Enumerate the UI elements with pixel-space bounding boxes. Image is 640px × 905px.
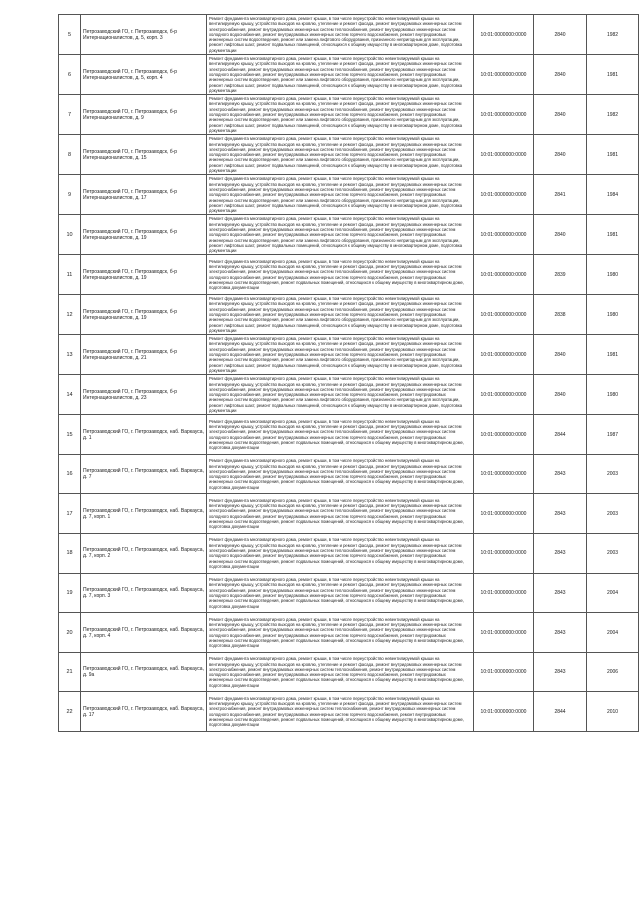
row-year: 1981 <box>587 135 639 175</box>
row-works <box>207 95 474 135</box>
row-works-text: Ремонт фундамента многоквартирного дома, ремонт крыши, в том числе переустройство невентилируемой крыши на вентилируемую крышу, устройство выходов на кровлю, утепление и ремонт фасада, ремонт внутридомовых инженерных систем электроснабжения, ремонт внутридомовых инженерных систем теплоснабжения, ремонт внутридомовых инженерных систем холодного водоснабжения, ремонт внутридомовых инженерных систем горячего водоснабжения, ремонт внутридомовых инженерных систем водоотведения, ремонт или замена лифтового оборудования, признанного непригодным для эксплуатации, ремонт лифтовых шахт, ремонт подвальных помещений, относящихся к общему имуществу в многоквартирном доме, подготовка документации <box>209 376 463 413</box>
row-address: Петрозаводский ГО, г. Петрозаводск, б-р Интернационалистов, д. 19 <box>81 255 207 295</box>
row-works <box>207 375 474 415</box>
row-works-text: Ремонт фундамента многоквартирного дома, ремонт крыши, в том числе переустройство невентилируемой крыши на вентилируемую крышу, устройство выходов на кровлю, утепление и ремонт фасада, ремонт внутридомовых инженерных систем электроснабжения, ремонт внутридомовых инженерных систем теплоснабжения, ремонт внутридомовых инженерных систем холодного водоснабжения, ремонт внутридомовых инженерных систем горячего водоснабжения, ремонт внутридомовых инженерных систем водоотведения, ремонт или замена лифтового оборудования, признанного непригодным для эксплуатации, ремонт лифтовых шахт, ремонт подвальных помещений, относящихся к общему имуществу в многоквартирном доме, подготовка документации <box>209 296 463 333</box>
row-area: 2840 <box>534 135 587 175</box>
capital-repair-table <box>58 14 639 732</box>
row-cadastral-number: 10:01:0000000:0000 <box>474 95 534 135</box>
row-number: 15 <box>59 415 81 455</box>
row-works <box>207 55 474 95</box>
row-works <box>207 534 474 574</box>
row-address: Петрозаводский ГО, г. Петрозаводск, б-р Интернационалистов, д. 23 <box>81 375 207 415</box>
row-address: Петрозаводский ГО, г. Петрозаводск, б-р Интернационалистов, д. 5, корп. 3 <box>81 15 207 55</box>
row-area: 2840 <box>534 55 587 95</box>
row-works-text: Ремонт фундамента многоквартирного дома, ремонт крыши, в том числе переустройство невентилируемой крыши на вентилируемую крышу, устройство выходов на кровлю, утепление и ремонт фасада, ремонт внутридомовых инженерных систем электроснабжения, ремонт внутридомовых инженерных систем теплоснабжения, ремонт внутридомовых инженерных систем холодного водоснабжения, ремонт внутридомовых инженерных систем горячего водоснабжения, ремонт внутридомовых инженерных систем водоотведения, ремонт подвальных помещений, относящихся к общему имуществу в многоквартирном доме, подготовка документации <box>209 695 464 728</box>
row-area: 2843 <box>534 573 587 613</box>
row-number: 11 <box>59 255 81 295</box>
row-area: 2843 <box>534 613 587 653</box>
row-cadastral-number: 10:01:0000000:0000 <box>474 494 534 534</box>
row-cadastral-number: 10:01:0000000:0000 <box>474 692 534 732</box>
row-address: Петрозаводский ГО, г. Петрозаводск, б-р Интернационалистов, д. 5, корп. 4 <box>81 55 207 95</box>
row-year: 2003 <box>587 534 639 574</box>
row-works-text: Ремонт фундамента многоквартирного дома, ремонт крыши, в том числе переустройство невентилируемой крыши на вентилируемую крышу, устройство выходов на кровлю, утепление и ремонт фасада, ремонт внутридомовых инженерных систем электроснабжения, ремонт внутридомовых инженерных систем теплоснабжения, ремонт внутридомовых инженерных систем холодного водоснабжения, ремонт внутридомовых инженерных систем горячего водоснабжения, ремонт внутридомовых инженерных систем водоотведения, ремонт подвальных помещений, относящихся к общему имуществу в многоквартирном доме, подготовка документации <box>209 258 464 291</box>
row-works-text: Ремонт фундамента многоквартирного дома, ремонт крыши, в том числе переустройство невентилируемой крыши на вентилируемую крышу, устройство выходов на кровлю, утепление и ремонт фасада, ремонт внутридомовых инженерных систем электроснабжения, ремонт внутридомовых инженерных систем теплоснабжения, ремонт внутридомовых инженерных систем холодного водоснабжения, ремонт внутридомовых инженерных систем горячего водоснабжения, ремонт внутридомовых инженерных систем водоотведения, ремонт подвальных помещений, относящихся к общему имуществу в многоквартирном доме, подготовка документации <box>209 616 464 649</box>
row-number: 9 <box>59 175 81 215</box>
row-works-text: Ремонт фундамента многоквартирного дома, ремонт крыши, в том числе переустройство невентилируемой крыши на вентилируемую крышу, устройство выходов на кровлю, утепление и ремонт фасада, ремонт внутридомовых инженерных систем электроснабжения, ремонт внутридомовых инженерных систем теплоснабжения, ремонт внутридомовых инженерных систем холодного водоснабжения, ремонт внутридомовых инженерных систем горячего водоснабжения, ремонт внутридомовых инженерных систем водоотведения, ремонт или замена лифтового оборудования, признанного непригодным для эксплуатации, ремонт лифтовых шахт, ремонт подвальных помещений, относящихся к общему имуществу в многоквартирном доме, подготовка документации <box>209 56 463 93</box>
row-address: Петрозаводский ГО, г. Петрозаводск, наб. Варкауса, д. 7 <box>81 454 207 494</box>
row-works <box>207 415 474 455</box>
row-number: 13 <box>59 335 81 375</box>
row-address: Петрозаводский ГО, г. Петрозаводск, наб. Варкауса, д. 9а <box>81 652 207 692</box>
row-works-text: Ремонт фундамента многоквартирного дома, ремонт крыши, в том числе переустройство невентилируемой крыши на вентилируемую крышу, устройство выходов на кровлю, утепление и ремонт фасада, ремонт внутридомовых инженерных систем электроснабжения, ремонт внутридомовых инженерных систем теплоснабжения, ремонт внутридомовых инженерных систем холодного водоснабжения, ремонт внутридомовых инженерных систем горячего водоснабжения, ремонт внутридомовых инженерных систем водоотведения, ремонт подвальных помещений, относящихся к общему имуществу в многоквартирном доме, подготовка документации <box>209 497 464 530</box>
row-address: Петрозаводский ГО, г. Петрозаводск, б-р Интернационалистов, д. 9 <box>81 95 207 135</box>
table-row <box>59 375 639 415</box>
table-row <box>59 295 639 335</box>
row-works <box>207 255 474 295</box>
row-works <box>207 295 474 335</box>
row-works-text: Ремонт фундамента многоквартирного дома, ремонт крыши, в том числе переустройство невентилируемой крыши на вентилируемую крышу, устройство выходов на кровлю, утепление и ремонт фасада, ремонт внутридомовых инженерных систем электроснабжения, ремонт внутридомовых инженерных систем теплоснабжения, ремонт внутридомовых инженерных систем холодного водоснабжения, ремонт внутридомовых инженерных систем горячего водоснабжения, ремонт внутридомовых инженерных систем водоотведения, ремонт подвальных помещений, относящихся к общему имуществу в многоквартирном доме, подготовка документации <box>209 418 464 451</box>
row-cadastral-number: 10:01:0000000:0000 <box>474 415 534 455</box>
row-cadastral-number: 10:01:0000000:0000 <box>474 573 534 613</box>
row-area: 2840 <box>534 215 587 255</box>
row-works <box>207 454 474 494</box>
row-cadastral-number: 10:01:0000000:0000 <box>474 613 534 653</box>
row-year: 1981 <box>587 215 639 255</box>
table-row <box>59 335 639 375</box>
row-cadastral-number: 10:01:0000000:0000 <box>474 295 534 335</box>
row-number: 20 <box>59 613 81 653</box>
row-works-text: Ремонт фундамента многоквартирного дома, ремонт крыши, в том числе переустройство невентилируемой крыши на вентилируемую крышу, устройство выходов на кровлю, утепление и ремонт фасада, ремонт внутридомовых инженерных систем электроснабжения, ремонт внутридомовых инженерных систем теплоснабжения, ремонт внутридомовых инженерных систем холодного водоснабжения, ремонт внутридомовых инженерных систем горячего водоснабжения, ремонт внутридомовых инженерных систем водоотведения, ремонт или замена лифтового оборудования, признанного непригодным для эксплуатации, ремонт лифтовых шахт, ремонт подвальных помещений, относящихся к общему имуществу в многоквартирном доме, подготовка документации <box>209 136 463 174</box>
row-year: 1980 <box>587 255 639 295</box>
row-area: 2843 <box>534 454 587 494</box>
row-year: 2004 <box>587 613 639 653</box>
table-body <box>59 15 639 732</box>
row-address: Петрозаводский ГО, г. Петрозаводск, б-р Интернационалистов, д. 21 <box>81 335 207 375</box>
row-cadastral-number: 10:01:0000000:0000 <box>474 534 534 574</box>
row-works <box>207 692 474 732</box>
row-works-text: Ремонт фундамента многоквартирного дома, ремонт крыши, в том числе переустройство невентилируемой крыши на вентилируемую крышу, устройство выходов на кровлю, утепление и ремонт фасада, ремонт внутридомовых инженерных систем электроснабжения, ремонт внутридомовых инженерных систем теплоснабжения, ремонт внутридомовых инженерных систем холодного водоснабжения, ремонт внутридомовых инженерных систем горячего водоснабжения, ремонт внутридомовых инженерных систем водоотведения, ремонт подвальных помещений, относящихся к общему имуществу в многоквартирном доме, подготовка документации <box>209 656 464 688</box>
table-row <box>59 454 639 494</box>
row-cadastral-number: 10:01:0000000:0000 <box>474 215 534 255</box>
row-address: Петрозаводский ГО, г. Петрозаводск, б-р Интернационалистов, д. 17 <box>81 175 207 215</box>
table-row <box>59 135 639 175</box>
table-row <box>59 494 639 534</box>
row-number: 8 <box>59 135 81 175</box>
row-area: 2839 <box>534 255 587 295</box>
row-area: 2843 <box>534 494 587 534</box>
row-area: 2840 <box>534 335 587 375</box>
row-year: 2003 <box>587 454 639 494</box>
row-cadastral-number: 10:01:0000000:0000 <box>474 255 534 295</box>
row-area: 2844 <box>534 415 587 455</box>
row-year: 2010 <box>587 692 639 732</box>
row-works-text: Ремонт фундамента многоквартирного дома, ремонт крыши, в том числе переустройство невентилируемой крыши на вентилируемую крышу, устройство выходов на кровлю, утепление и ремонт фасада, ремонт внутридомовых инженерных систем электроснабжения, ремонт внутридомовых инженерных систем теплоснабжения, ремонт внутридомовых инженерных систем холодного водоснабжения, ремонт внутридомовых инженерных систем горячего водоснабжения, ремонт внутридомовых инженерных систем водоотведения, ремонт подвальных помещений, относящихся к общему имуществу в многоквартирном доме, подготовка документации <box>209 537 464 569</box>
row-number: 17 <box>59 494 81 534</box>
row-number: 19 <box>59 573 81 613</box>
row-year: 1982 <box>587 15 639 55</box>
table-row <box>59 55 639 95</box>
row-number: 5 <box>59 15 81 55</box>
row-address: Петрозаводский ГО, г. Петрозаводск, наб. Варкауса, д. 17 <box>81 692 207 732</box>
row-works-text: Ремонт фундамента многоквартирного дома, ремонт крыши, в том числе переустройство невентилируемой крыши на вентилируемую крышу, устройство выходов на кровлю, утепление и ремонт фасада, ремонт внутридомовых инженерных систем электроснабжения, ремонт внутридомовых инженерных систем теплоснабжения, ремонт внутридомовых инженерных систем холодного водоснабжения, ремонт внутридомовых инженерных систем горячего водоснабжения, ремонт внутридомовых инженерных систем водоотведения, ремонт подвальных помещений, относящихся к общему имуществу в многоквартирном доме, подготовка документации <box>209 458 464 490</box>
row-works-text: Ремонт фундамента многоквартирного дома, ремонт крыши, в том числе переустройство невентилируемой крыши на вентилируемую крышу, устройство выходов на кровлю, утепление и ремонт фасада, ремонт внутридомовых инженерных систем электроснабжения, ремонт внутридомовых инженерных систем теплоснабжения, ремонт внутридомовых инженерных систем холодного водоснабжения, ремонт внутридомовых инженерных систем горячего водоснабжения, ремонт внутридомовых инженерных систем водоотведения, ремонт или замена лифтового оборудования, признанного непригодным для эксплуатации, ремонт лифтовых шахт, ремонт подвальных помещений, относящихся к общему имуществу в многоквартирном доме, подготовка документации <box>209 336 463 373</box>
table-row <box>59 613 639 653</box>
row-works <box>207 15 474 55</box>
row-year: 1980 <box>587 375 639 415</box>
table-row <box>59 175 639 215</box>
row-number: 14 <box>59 375 81 415</box>
row-number: 22 <box>59 692 81 732</box>
row-works <box>207 652 474 692</box>
row-address: Петрозаводский ГО, г. Петрозаводск, наб. Варкауса, д. 7, корп. 2 <box>81 534 207 574</box>
row-number: 7 <box>59 95 81 135</box>
row-address: Петрозаводский ГО, г. Петрозаводск, б-р Интернационалистов, д. 15 <box>81 135 207 175</box>
row-area: 2840 <box>534 15 587 55</box>
table-row <box>59 255 639 295</box>
row-address: Петрозаводский ГО, г. Петрозаводск, наб. Варкауса, д. 1 <box>81 415 207 455</box>
row-cadastral-number: 10:01:0000000:0000 <box>474 335 534 375</box>
row-works-text: Ремонт фундамента многоквартирного дома, ремонт крыши, в том числе переустройство невентилируемой крыши на вентилируемую крышу, устройство выходов на кровлю, утепление и ремонт фасада, ремонт внутридомовых инженерных систем электроснабжения, ремонт внутридомовых инженерных систем теплоснабжения, ремонт внутридомовых инженерных систем холодного водоснабжения, ремонт внутридомовых инженерных систем горячего водоснабжения, ремонт внутридомовых инженерных систем водоотведения, ремонт или замена лифтового оборудования, признанного непригодным для эксплуатации, ремонт лифтовых шахт, ремонт подвальных помещений, относящихся к общему имуществу в многоквартирном доме, подготовка документации <box>209 216 463 254</box>
row-works-text: Ремонт фундамента многоквартирного дома, ремонт крыши, в том числе переустройство невентилируемой крыши на вентилируемую крышу, устройство выходов на кровлю, утепление и ремонт фасада, ремонт внутридомовых инженерных систем электроснабжения, ремонт внутридомовых инженерных систем теплоснабжения, ремонт внутридомовых инженерных систем холодного водоснабжения, ремонт внутридомовых инженерных систем горячего водоснабжения, ремонт внутридомовых инженерных систем водоотведения, ремонт подвальных помещений, относящихся к общему имуществу в многоквартирном доме, подготовка документации <box>209 577 464 609</box>
row-cadastral-number: 10:01:0000000:0000 <box>474 135 534 175</box>
row-number: 10 <box>59 215 81 255</box>
row-cadastral-number: 10:01:0000000:0000 <box>474 652 534 692</box>
row-year: 1980 <box>587 295 639 335</box>
row-number: 16 <box>59 454 81 494</box>
row-works <box>207 335 474 375</box>
row-works <box>207 175 474 215</box>
row-area: 2843 <box>534 534 587 574</box>
row-works-text: Ремонт фундамента многоквартирного дома, ремонт крыши, в том числе переустройство невентилируемой крыши на вентилируемую крышу, устройство выходов на кровлю, утепление и ремонт фасада, ремонт внутридомовых инженерных систем электроснабжения, ремонт внутридомовых инженерных систем теплоснабжения, ремонт внутридомовых инженерных систем холодного водоснабжения, ремонт внутридомовых инженерных систем горячего водоснабжения, ремонт внутридомовых инженерных систем водоотведения, ремонт или замена лифтового оборудования, признанного непригодным для эксплуатации, ремонт лифтовых шахт, ремонт подвальных помещений, относящихся к общему имуществу в многоквартирном доме, подготовка документации <box>209 176 463 214</box>
row-area: 2843 <box>534 652 587 692</box>
row-cadastral-number: 10:01:0000000:0000 <box>474 15 534 55</box>
row-cadastral-number: 10:01:0000000:0000 <box>474 175 534 215</box>
row-year: 1987 <box>587 415 639 455</box>
row-year: 2004 <box>587 573 639 613</box>
row-area: 2841 <box>534 175 587 215</box>
row-year: 1982 <box>587 95 639 135</box>
row-works <box>207 494 474 534</box>
row-area: 2840 <box>534 95 587 135</box>
row-address: Петрозаводский ГО, г. Петрозаводск, б-р Интернационалистов, д. 19 <box>81 215 207 255</box>
row-area: 2844 <box>534 692 587 732</box>
row-address: Петрозаводский ГО, г. Петрозаводск, наб. Варкауса, д. 7, корп. 3 <box>81 573 207 613</box>
table-row <box>59 652 639 692</box>
row-cadastral-number: 10:01:0000000:0000 <box>474 55 534 95</box>
table-row <box>59 15 639 55</box>
row-cadastral-number: 10:01:0000000:0000 <box>474 454 534 494</box>
table-row <box>59 692 639 732</box>
row-cadastral-number: 10:01:0000000:0000 <box>474 375 534 415</box>
table-row <box>59 573 639 613</box>
row-year: 1981 <box>587 335 639 375</box>
table-row <box>59 95 639 135</box>
row-year: 2003 <box>587 494 639 534</box>
row-number: 21 <box>59 652 81 692</box>
row-area: 2838 <box>534 295 587 335</box>
row-year: 1984 <box>587 175 639 215</box>
table-row <box>59 534 639 574</box>
row-area: 2840 <box>534 375 587 415</box>
row-address: Петрозаводский ГО, г. Петрозаводск, б-р Интернационалистов, д. 19 <box>81 295 207 335</box>
row-works <box>207 135 474 175</box>
row-address: Петрозаводский ГО, г. Петрозаводск, наб. Варкауса, д. 7, корп. 1 <box>81 494 207 534</box>
row-works-text: Ремонт фундамента многоквартирного дома, ремонт крыши, в том числе переустройство невентилируемой крыши на вентилируемую крышу, устройство выходов на кровлю, утепление и ремонт фасада, ремонт внутридомовых инженерных систем электроснабжения, ремонт внутридомовых инженерных систем теплоснабжения, ремонт внутридомовых инженерных систем холодного водоснабжения, ремонт внутридомовых инженерных систем горячего водоснабжения, ремонт внутридомовых инженерных систем водоотведения, ремонт или замена лифтового оборудования, признанного непригодным для эксплуатации, ремонт лифтовых шахт, ремонт подвальных помещений, относящихся к общему имуществу в многоквартирном доме, подготовка документации <box>209 96 463 133</box>
row-year: 1981 <box>587 55 639 95</box>
row-works <box>207 573 474 613</box>
row-number: 6 <box>59 55 81 95</box>
table-row <box>59 415 639 455</box>
row-number: 12 <box>59 295 81 335</box>
row-works-text: Ремонт фундамента многоквартирного дома, ремонт крыши, в том числе переустройство невентилируемой крыши на вентилируемую крышу, устройство выходов на кровлю, утепление и ремонт фасада, ремонт внутридомовых инженерных систем электроснабжения, ремонт внутридомовых инженерных систем теплоснабжения, ремонт внутридомовых инженерных систем холодного водоснабжения, ремонт внутридомовых инженерных систем горячего водоснабжения, ремонт внутридомовых инженерных систем водоотведения, ремонт или замена лифтового оборудования, признанного непригодным для эксплуатации, ремонт лифтовых шахт, ремонт подвальных помещений, относящихся к общему имуществу в многоквартирном доме, подготовка документации <box>209 16 463 53</box>
table-row <box>59 215 639 255</box>
row-works <box>207 215 474 255</box>
row-address: Петрозаводский ГО, г. Петрозаводск, наб. Варкауса, д. 7, корп. 4 <box>81 613 207 653</box>
row-works <box>207 613 474 653</box>
row-year: 2006 <box>587 652 639 692</box>
row-number: 18 <box>59 534 81 574</box>
